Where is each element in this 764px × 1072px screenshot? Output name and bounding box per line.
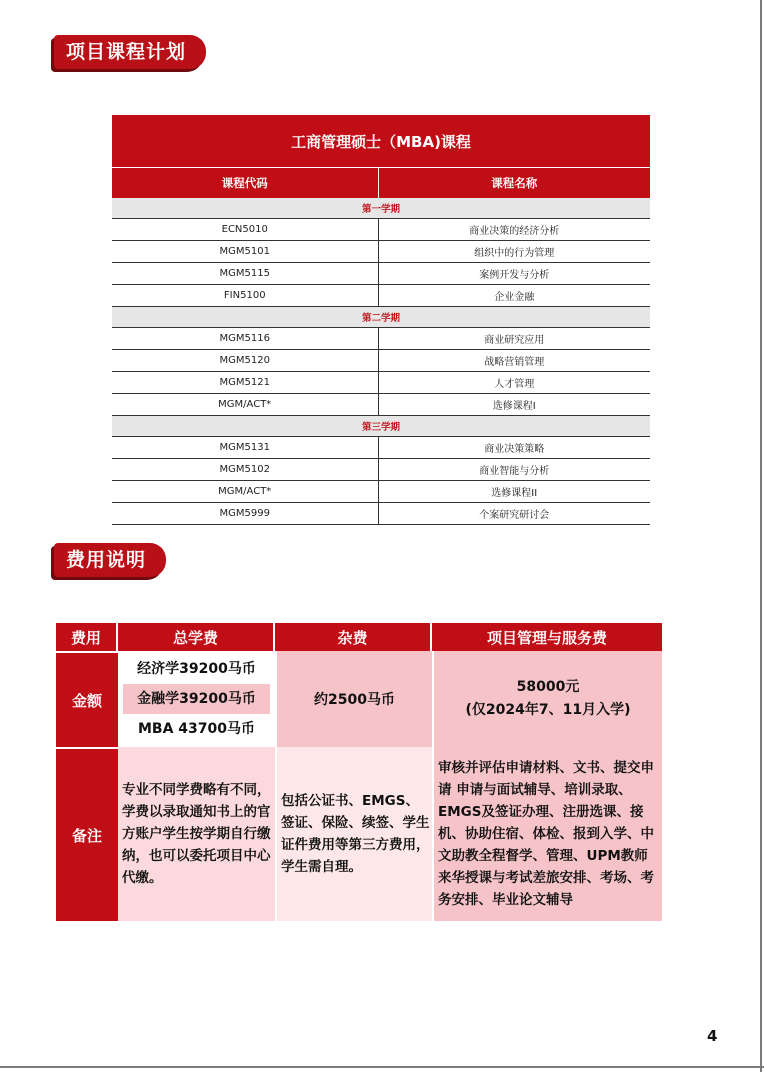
course-row xyxy=(112,350,650,372)
course-code: ECN5010 xyxy=(112,219,378,241)
course-row xyxy=(112,372,650,394)
fee-note-label: 备注 xyxy=(56,747,118,921)
course-code: MGM5999 xyxy=(112,503,378,525)
course-row xyxy=(112,437,650,459)
course-row xyxy=(112,263,650,285)
course-code: FIN5100 xyxy=(112,285,378,307)
course-name: 组织中的行为管理 xyxy=(378,241,650,263)
course-row xyxy=(112,459,650,481)
course-code: MGM5131 xyxy=(112,437,378,459)
course-row xyxy=(112,241,650,263)
service-fee-note: (仅2024年7、11月入学) xyxy=(465,702,631,718)
course-code: MGM5101 xyxy=(112,241,378,263)
course-name: 战略营销管理 xyxy=(378,350,650,372)
course-table-header-row xyxy=(112,168,650,199)
course-row xyxy=(112,481,650,503)
service-fee-amount xyxy=(432,651,662,747)
tuition-mba: MBA 43700马币 xyxy=(137,721,256,737)
course-row xyxy=(112,285,650,307)
tuition-economics: 经济学39200马币 xyxy=(137,661,256,677)
fee-table-header-row xyxy=(56,623,662,651)
section-title-course-plan: 项目课程计划 xyxy=(54,35,206,69)
course-name: 个案研究研讨会 xyxy=(378,503,650,525)
course-code: MGM/ACT* xyxy=(112,394,378,416)
course-name: 商业决策的经济分析 xyxy=(378,219,650,241)
tuition-finance: 金融学39200马币 xyxy=(123,684,270,714)
course-row xyxy=(112,328,650,350)
page-number: 4 xyxy=(707,1027,718,1045)
course-name: 商业研究应用 xyxy=(378,328,650,350)
course-table-title-row xyxy=(112,115,650,168)
course-name: 选修课程I xyxy=(378,394,650,416)
semester-label: 第三学期 xyxy=(112,416,650,437)
course-table xyxy=(112,115,650,525)
semester-row xyxy=(112,198,650,219)
fee-header-item: 费用 xyxy=(56,623,118,651)
fee-table xyxy=(56,623,662,921)
course-name: 企业金融 xyxy=(378,285,650,307)
fee-header-tuition: 总学费 xyxy=(118,623,275,651)
course-row xyxy=(112,219,650,241)
semester-label: 第二学期 xyxy=(112,307,650,328)
fee-amount-row xyxy=(56,651,662,747)
course-code: MGM/ACT* xyxy=(112,481,378,503)
course-name: 选修课程II xyxy=(378,481,650,503)
course-code: MGM5116 xyxy=(112,328,378,350)
semester-row xyxy=(112,307,650,328)
tuition-amounts xyxy=(118,651,275,747)
course-name: 商业智能与分析 xyxy=(378,459,650,481)
course-code: MGM5102 xyxy=(112,459,378,481)
fee-header-service: 项目管理与服务费 xyxy=(432,623,662,651)
section-title-fees: 费用说明 xyxy=(54,543,166,577)
note-misc: 包括公证书、EMGS、签证、保险、续签、学生证件费用等第三方费用，学生需自理。 xyxy=(275,747,432,921)
fee-note-row xyxy=(56,747,662,921)
semester-label: 第一学期 xyxy=(112,198,650,219)
course-row xyxy=(112,394,650,416)
note-service: 审核并评估申请材料、文书、提交申请 申请与面试辅导、培训录取、EMGS及签证办理、注册选课、接机、协助住宿、体检、报到入学、中文助教全程督学、管理、UPM教师来华授课与考试差旅安排、考场、考务安排、毕业论文辅导 xyxy=(432,747,662,921)
course-code: MGM5115 xyxy=(112,263,378,285)
course-name: 人才管理 xyxy=(378,372,650,394)
course-code: MGM5120 xyxy=(112,350,378,372)
header-course-name: 课程名称 xyxy=(378,168,650,199)
course-row xyxy=(112,503,650,525)
semester-row xyxy=(112,416,650,437)
fee-amount-label: 金额 xyxy=(56,651,118,747)
service-fee-value: 58000元 xyxy=(516,679,580,695)
misc-fee-amount: 约2500马币 xyxy=(275,651,432,747)
page-edge-bottom xyxy=(0,1066,764,1068)
header-course-code: 课程代码 xyxy=(112,168,378,199)
page-edge-right xyxy=(760,0,762,1072)
fee-header-misc: 杂费 xyxy=(275,623,432,651)
course-code: MGM5121 xyxy=(112,372,378,394)
course-name: 案例开发与分析 xyxy=(378,263,650,285)
note-tuition: 专业不同学费略有不同，学费以录取通知书上的官方账户学生按学期自行缴纳，也可以委托项目中心代缴。 xyxy=(118,747,275,921)
course-table-title: 工商管理硕士（MBA)课程 xyxy=(112,115,650,168)
course-name: 商业决策策略 xyxy=(378,437,650,459)
